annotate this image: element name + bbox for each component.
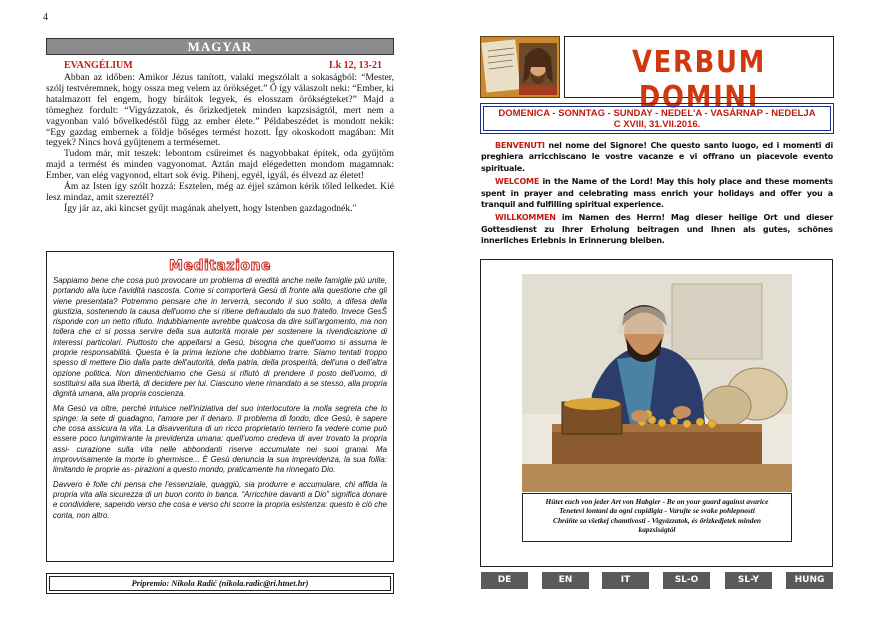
language-tabs	[481, 572, 833, 589]
language-button-sl-o[interactable]: SL-O	[663, 572, 710, 589]
masthead-title: VERBUM DOMINI	[631, 45, 767, 115]
illustration-caption	[522, 493, 792, 542]
welcome-body: im Namen des Herrn! Mag dieser heilige Ort und dieser Gottesdienst zu Ihrer Erholung beitragen und Ihnen als gutes, schönes innerliches Erlebnis in Erinnerung bleiben.	[481, 213, 833, 246]
meditation-title: Meditazione	[169, 258, 271, 274]
welcome-keyword: BENVENUTI	[495, 141, 545, 150]
section-header-magyar: MAGYAR	[46, 38, 394, 55]
welcome-keyword: WILLKOMMEN	[495, 213, 556, 223]
welcome-text	[481, 140, 833, 249]
language-button-it[interactable]: IT	[602, 572, 649, 589]
page-number: 4	[43, 12, 48, 23]
gospel-paragraph: Abban az időben: Amikor Jézus tanított, valaki megszólalt a sokaságból: “Mester, szólj testvéremnek, hogy ossza meg velem az örökséget.” Ő így válaszolt neki: “Ember, ki hatalmazott fel engem, hogy bíráitok legyek, és elosszam örökségteket?” Majd a tömeghez fordult: “Vigyázzatok, és őrizkedjetek minden kapzsiságtól, mert nem a vagyonban való bővelkedéstől függ az ember élete.” Példabeszédet is mondott nekik: “Egy gazdag embernek a földje bőséges termést hozott. Így okoskodott magában: Mit tegyek? Nincs hová gyűjtenem a termésemet.	[46, 72, 394, 149]
language-button-en[interactable]: EN	[542, 572, 589, 589]
welcome-paragraph-it	[481, 140, 833, 174]
gospel-label: EVANGÉLIUM	[64, 60, 133, 71]
credit-text: Pripremio: Nikola Radić (nikola.radic@ri.htnet.hr)	[49, 576, 391, 591]
welcome-paragraph-en	[481, 176, 833, 210]
welcome-paragraph-de	[481, 212, 833, 246]
caption-line: Hütet euch von jeder Art von Habgier - Be on your guard against avarice	[545, 497, 769, 506]
credit-box	[46, 573, 394, 594]
gospel-reference: Lk 12, 13-21	[328, 60, 382, 71]
jesus-thumbnail-image	[480, 36, 560, 98]
gospel-paragraph: Így jár az, aki kincset gyűjt magának ahelyett, hogy Istenben gazdagodnék."	[64, 202, 357, 214]
welcome-body: nel nome del Signore! Che questo santo luogo, ed i momenti di preghiera arricchiscano le vostre vacanze e vi offrano un piacevole evento spirituale.	[481, 141, 833, 173]
welcome-body: in the Name of the Lord! May this holy place and these moments spent in prayer and celebrating mass enrich your holidays and offer you a tranquil and fulfilling spiritual experience.	[481, 177, 833, 210]
date-line: C XVIII, 31.VII.2016.	[613, 119, 701, 130]
gospel-paragraph: Tudom már, mit teszek: lebontom csűreimet és nagyobbakat építek, oda gyűjtöm majd a termést és minden vagyonomat. Aztán majd elégedetten mondom magamnak: Ember, van elég vagyonod, eltart sok évig. Pihenj, egyél, igyál, és élvezd az életet!	[46, 148, 394, 182]
date-box	[480, 103, 834, 134]
meditation-paragraph: Sappiamo bene che cosa può provocare un problema di eredità anche nelle famiglie più unite, portando alla luce l'avidità nascosta. Come si comporterà Gesù di fronte alla questione che gli viene presentata? Potremmo pensare che in terverrà, secondo il suo solito, a difesa della giustizia, sostenendo la causa dell'uomo che si ritiene defraudato da suo fratello. Invece GesŠ risponde con un netto rifiuto. Indubbiamente avrebbe qualcosa da dire sull'argomento, ma non tollera che ci si possa servire della sua autorità morale per sostenere la rivendicazione di interessi particolari. Piuttosto che appellarsi a Gesù, bisogna che quell'uomo si assuma le proprie responsabilità. Questa è la prima lezione che dobbiamo trarre. Siamo tentati troppo spesso di mettere Dio dalla parte dell'autorità, della patria, della prosperità, dell'una o dell'altra opzione politica. Non dimentichiamo che Gesù si rifiutò di prendere il posto dell'uomo, di sostituirsi alla sua libertà, di decidere per lui. Ciascuno viene rimandato a se stesso, alla propria dignità umana, alla propria coscienza.	[53, 276, 387, 399]
language-button-sl-y[interactable]: SL-Y	[725, 572, 772, 589]
welcome-keyword: WELCOME	[495, 177, 540, 187]
rich-man-illustration	[522, 274, 792, 492]
meditation-paragraph: Ma Gesù va oltre, perché intuisce nell'iniziativa del suo interlocutore la molla segreta che lo spinge: la sete di guadagno, l'amore per il denaro. Il problema di fondo, dice Gesù, è sapere che cosa assicura la vita. La disavventura di un ricco proprietario terriero fa vedere come può essere poco lungimirante la previdenza umana: quell'uomo credeva di aver trovato la propria assi- curazione sulla vita nelle abbondanti riserve accumulate nei suoi granai. Ma improvvisamente la morte lo ghermisce... È Gesù denuncia la sua imprevidenza, la sua follia: limitando le proprie as- pirazioni a questo mondo, praticamente ha rinnegato Dio.	[53, 403, 387, 475]
date-days-line: DOMENICA - SONNTAG - SUNDAY - NEDEL'A - VASÁRNAP - NEDELJA	[498, 108, 816, 119]
caption-line: Tenetevi lontani da ogni cupidigia - Varujte se svake pohlepnosti	[559, 506, 755, 516]
language-button-de[interactable]: DE	[481, 572, 528, 589]
meditation-text	[53, 276, 387, 521]
meditation-paragraph: Davvero è folle chi pensa che l'essenziale, quaggiù, sia produrre e accumulare, chi affida la propria vita alla sicurezza di un buon conto in banca. “Arricchire davanti a Dio” significa donare e condividere, sapendo verso che cosa e verso chi scorre la propria esistenza: questo è ciò che conta, non altro.	[53, 479, 387, 520]
rich-man-counting-coins-illustration	[522, 274, 792, 492]
gospel-text	[46, 73, 394, 215]
meditation-box	[46, 251, 394, 562]
caption-line: kapzsiságtól	[638, 525, 676, 535]
caption-line: Chráňte sa všetkej chamtivosti - Vigyázzatok, és őrizkedjetek minden	[553, 515, 761, 525]
illustration-frame	[480, 259, 833, 567]
jesus-portrait-illustration	[481, 37, 560, 98]
gospel-paragraph: Ám az Isten így szólt hozzá: Esztelen, még az éjjel számon kérik tőled lelkedet. Kié lesz mindaz, amit szereztél?	[46, 181, 394, 203]
language-button-hung[interactable]: HUNG	[786, 572, 833, 589]
gospel-heading	[46, 60, 394, 72]
